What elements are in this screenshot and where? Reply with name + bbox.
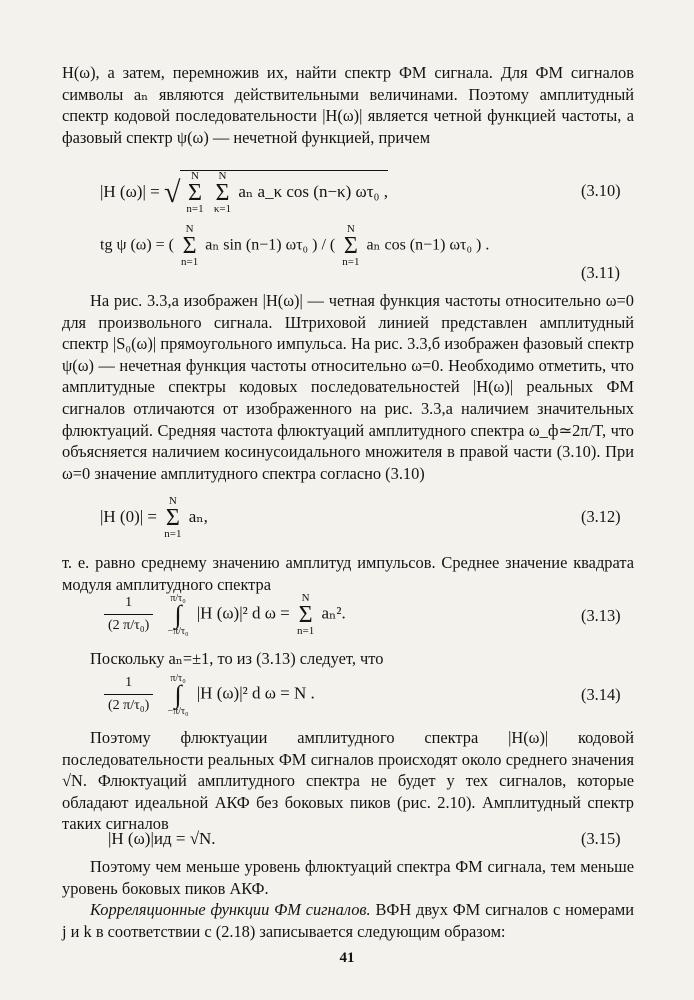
sum-upper: N [185, 223, 194, 235]
integral-upper: π/τ₀ [170, 592, 186, 604]
eq311-lhs: tg ψ (ω) = ( [100, 236, 174, 254]
equation-3-10 [100, 170, 540, 215]
sum-lower: κ=1 [213, 203, 232, 215]
equation-number-3-12: (3.12) [581, 507, 621, 526]
sum-symbol: N Σ κ=1 [213, 170, 232, 215]
radical-sign: √ [163, 176, 181, 209]
paragraph-correlation-text: ВФН двух ФМ сигналов с номерами j и k в соответствии с (2.18) записывается следующим образом: [62, 900, 634, 941]
sum-symbol: N Σ n=1 [181, 223, 199, 268]
sum-lower: n=1 [181, 256, 199, 268]
paragraph-conclusion: Поэтому чем меньше уровень флюктуаций спектра ФМ сигнала, тем меньше уровень боковых пиков АКФ. [62, 857, 634, 898]
sum-upper: N [168, 495, 177, 507]
fraction-numerator: 1 [104, 592, 153, 615]
eq312-lhs: |H (0)| = [100, 506, 157, 526]
fraction-numerator: 1 [104, 672, 153, 695]
fraction [104, 672, 153, 717]
equation-3-11 [100, 224, 540, 268]
sum-upper: N [301, 591, 310, 604]
eq310-lhs: |H (ω)| = [100, 181, 160, 201]
sum-upper: N [191, 170, 199, 182]
equation-3-13 [104, 592, 544, 637]
paragraph-since: Поскольку aₙ=±1, то из (3.13) следует, что [90, 649, 384, 668]
paragraph-fluctuations: Поэтому флюктуации амплитудного спектра |H(ω)| кодовой последовательности реальных ФМ сигналов происходят около среднего значения √N. Флюктуаций амплитудного спектра не будет у тех сигналов, которые обладают идеальной АКФ без боковых пиков (рис. 2.10). Амплитудный спектр таких сигналов [62, 728, 634, 834]
eq311-body1: aₙ sin (n−1) ωτ₀ ) / ( [205, 236, 336, 254]
paragraph-correlation [62, 899, 634, 942]
fraction [104, 592, 153, 637]
eq313-rhs: aₙ². [321, 603, 346, 623]
sum-symbol: N Σ n=1 [297, 591, 315, 637]
equation-number-3-10: (3.10) [581, 181, 621, 200]
eq311-body2: aₙ cos (n−1) ωτ₀ ) . [366, 236, 490, 254]
paragraph-mean-value: т. е. равно среднему значению амплитуд импульсов. Среднее значение квадрата модуля амплитудного спектра [62, 553, 634, 594]
integral-lower: −π/τ₀ [167, 705, 189, 717]
fraction-denominator: (2 π/τ₀) [108, 618, 150, 633]
eq310-body: aₙ a_κ cos (n−κ) ωτ₀ , [238, 181, 388, 201]
sum-upper: N [346, 223, 355, 235]
integral-lower: −π/τ₀ [167, 625, 189, 637]
sum-upper: N [218, 170, 227, 182]
fraction-denominator: (2 π/τ₀) [108, 698, 150, 713]
equation-3-14 [104, 672, 544, 717]
equation-3-12 [100, 496, 540, 540]
sum-lower: n=1 [186, 203, 204, 215]
sum-symbol: N Σ n=1 [164, 495, 182, 540]
paragraph-intro: H(ω), а затем, перемножив их, найти спектр ФМ сигнала. Для ФМ сигналов символы aₙ являются действительными величинами. Поэтому амплитудный спектр кодовой последовательности |H(ω)| является четной функцией частоты, а фазовый спектр ψ(ω) — нечетной функцией, причем [62, 63, 634, 147]
paragraph-figure-description: На рис. 3.3,а изображен |H(ω)| — четная функция частоты относительно ω=0 для произвольного сигнала. Штриховой линией представлен амплитудный спектр |S₀(ω)| прямоугольного импульса. На рис. 3.3,б изображен фазовый спектр ψ(ω) — нечетная функция частоты относительно ω=0. Необходимо отметить, что амплитудные спектры кодовых последовательностей |H(ω)| реальных ФМ сигналов отличаются от изображенного на рис. 3.3,а наличием значительных флюктуаций. Средняя частота флюктуаций амплитудного спектра ω_ф≃2π/T, что объясняется наличием косинусоидального множителя в правой части (3.10). При ω=0 значение амплитудного спектра согласно (3.10) [62, 291, 634, 483]
equation-number-3-14: (3.14) [581, 685, 621, 704]
equation-number-3-15: (3.15) [581, 829, 621, 848]
sum-symbol: N Σ n=1 [186, 170, 204, 215]
eq315-rhs: √N. [189, 829, 216, 848]
equation-number-3-11: (3.11) [581, 263, 620, 282]
equation-3-15 [108, 828, 548, 850]
sum-symbol: N Σ n=1 [342, 223, 360, 268]
equation-number-3-13: (3.13) [581, 606, 621, 625]
integral-symbol: π/τ₀ ∫ −π/τ₀ [167, 672, 189, 717]
integral-symbol: π/τ₀ ∫ −π/τ₀ [167, 592, 189, 637]
eq314-body: |H (ω)|² d ω = N . [196, 683, 315, 703]
eq315-lhs: |H (ω)|ид = [108, 829, 186, 848]
section-heading-italic: Корреляционные функции ФМ сигналов. [90, 900, 371, 919]
integral-upper: π/τ₀ [170, 672, 186, 684]
eq313-body: |H (ω)|² d ω = [196, 603, 290, 623]
eq312-body: aₙ, [188, 506, 208, 526]
sum-lower: n=1 [297, 624, 315, 637]
sum-lower: n=1 [164, 528, 182, 540]
page-number: 41 [339, 950, 355, 966]
sum-lower: n=1 [342, 256, 360, 268]
